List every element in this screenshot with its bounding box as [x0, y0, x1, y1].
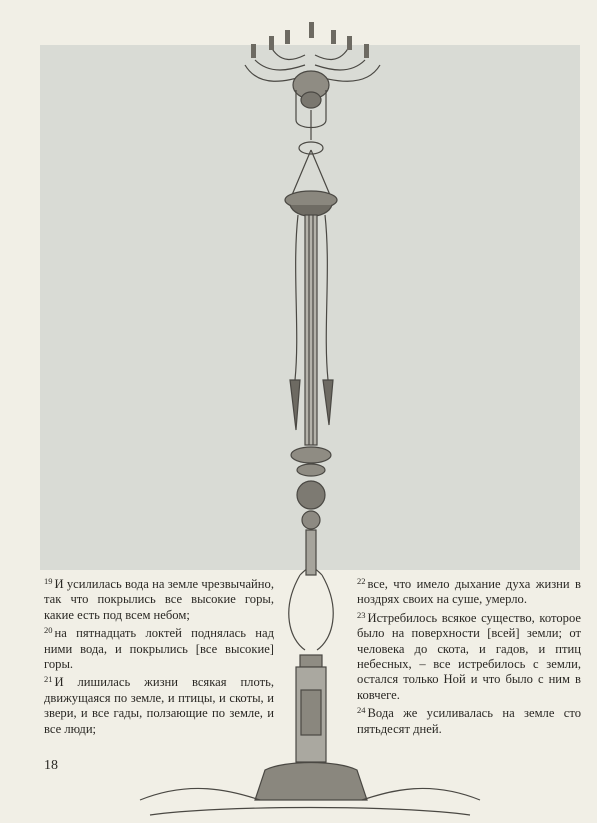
verse-number: 20	[44, 625, 53, 636]
verse-23	[357, 608, 581, 703]
verse-text: И лишилась жизни всякая плоть, движущаяся по земле, и птицы, и скоты, и звери, и все гады, ползающие по земле, и все люди;	[44, 675, 274, 736]
verse-text: Истребилось всякое существо, которое было на поверхности [всей] земли; от человека до скота, и гадов, и птиц небесных, – все истребилось с земли, остался только Ной и что было с ним в ковчеге.	[357, 610, 581, 702]
text-column-right	[357, 574, 581, 737]
verse-21	[44, 672, 274, 737]
verse-number: 19	[44, 576, 53, 586]
verse-22	[357, 574, 581, 608]
verse-text: все, что имело дыхание духа жизни в ноздрях своих на суше, умерло.	[357, 577, 581, 607]
text-column-left	[44, 574, 274, 737]
verse-number: 21	[44, 674, 53, 685]
verse-number: 23	[357, 609, 366, 620]
verse-19	[44, 574, 274, 623]
verse-text: И усилилась вода на земле чрезвычайно, так что покрылись все высокие горы, какие есть под всем небом;	[44, 577, 274, 622]
verse-24	[357, 703, 581, 737]
verse-20	[44, 623, 274, 672]
verse-text: Вода же усиливалась на земле сто пятьдесят дней.	[357, 706, 581, 736]
verse-number: 22	[357, 576, 366, 586]
verse-text: на пятнадцать локтей поднялась над ними вода, и покрылись [все высокие] горы.	[44, 626, 274, 672]
verse-number: 24	[357, 705, 366, 716]
page-number: 18	[44, 758, 58, 773]
